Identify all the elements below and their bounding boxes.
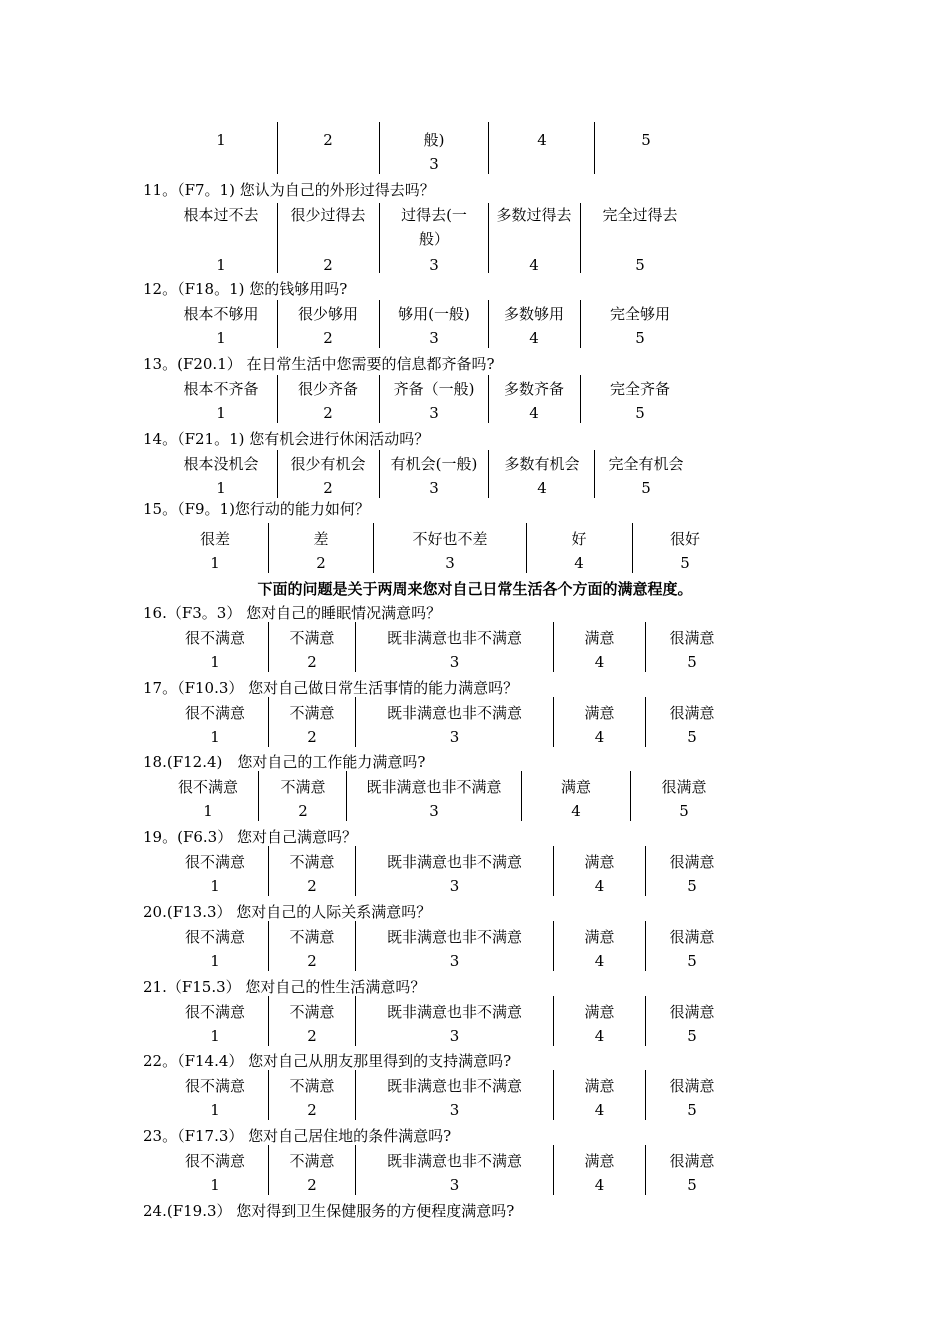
scale-option-5: 很好 5 — [669, 530, 700, 572]
scale-option-4: 满意 4 — [584, 928, 615, 970]
answer-scale-q20 — [0, 925, 950, 975]
column-divider — [488, 450, 489, 498]
question-18: 18.(F12.4) 您对自己的工作能力满意吗? — [143, 753, 426, 771]
scale-option-2: 不满意 2 — [289, 1003, 335, 1045]
column-divider — [645, 1145, 646, 1195]
question-16: 16.（F3。3） 您对自己的睡眠情况满意吗？ — [143, 604, 442, 622]
scale-option-1: 很差 1 — [199, 530, 230, 572]
scale-number-4: 4 — [529, 256, 539, 274]
answer-scale-q12 — [0, 302, 950, 352]
scale-option-5: 完全齐备 5 — [609, 380, 670, 422]
answer-scale-q19 — [0, 850, 950, 900]
scale-option-4: 满意 4 — [584, 704, 615, 746]
scale-number-2: 2 — [323, 256, 333, 274]
answer-scale-q23 — [0, 1149, 950, 1199]
question-22: 22。（F14.4） 您对自己从朋友那里得到的支持满意吗? — [143, 1052, 512, 1070]
column-divider — [488, 203, 489, 273]
scale-option-4: 4 — [537, 131, 547, 149]
column-divider — [488, 375, 489, 423]
scale-number-3: 3 — [429, 256, 439, 274]
scale-option-2: 不满意 2 — [289, 853, 335, 895]
scale-option-1: 1 — [216, 131, 226, 149]
scale-option-4: 多数够用 4 — [503, 305, 564, 347]
question-12: 12。（F18。1) 您的钱够用吗? — [143, 280, 348, 298]
scale-option-3: 有机会(一般) 3 — [390, 455, 478, 497]
column-divider — [580, 203, 581, 273]
column-divider — [521, 771, 522, 821]
scale-option-2: 2 — [323, 131, 333, 149]
column-divider — [268, 622, 269, 672]
scale-option-2: 不满意 2 — [289, 1077, 335, 1119]
scale-option-1: 很不满意 1 — [184, 1152, 245, 1194]
scale-option-2: 不满意 2 — [280, 778, 326, 820]
scale-option-4: 满意 4 — [584, 629, 615, 671]
scale-option-5: 很满意 5 — [661, 778, 707, 820]
column-divider — [580, 375, 581, 423]
scale-option-5: 很满意 5 — [669, 704, 715, 746]
column-divider — [346, 771, 347, 821]
column-divider — [580, 300, 581, 348]
question-11: 11。（F7。1) 您认为自己的外形过得去吗？ — [143, 181, 435, 199]
scale-option-5: 很满意 5 — [669, 629, 715, 671]
scale-option-2: 不满意 2 — [289, 704, 335, 746]
scale-number-5: 5 — [635, 256, 645, 274]
answer-scale-q17 — [0, 701, 950, 751]
answer-scale-q21 — [0, 1000, 950, 1050]
column-divider — [379, 122, 380, 174]
scale-option-5: 很满意 5 — [669, 1152, 715, 1194]
scale-number-1: 1 — [216, 256, 226, 274]
column-divider — [553, 1070, 554, 1120]
question-14: 14。（F21。1) 您有机会进行休闲活动吗？ — [143, 430, 430, 448]
scale-option-4: 满意 4 — [584, 853, 615, 895]
column-divider — [277, 450, 278, 498]
scale-option-3: 既非满意也非不满意 3 — [386, 1003, 522, 1045]
column-divider — [355, 996, 356, 1046]
column-divider — [553, 1145, 554, 1195]
column-divider — [268, 996, 269, 1046]
scale-option-5: 5 — [641, 131, 651, 149]
column-divider — [553, 921, 554, 971]
column-divider — [553, 846, 554, 896]
column-divider — [355, 921, 356, 971]
column-divider — [488, 122, 489, 174]
column-divider — [645, 921, 646, 971]
scale-option-3: 既非满意也非不满意 3 — [386, 1077, 522, 1119]
scale-option-2: 不满意 2 — [289, 629, 335, 671]
column-divider — [268, 697, 269, 747]
scale-option-5: 完全有机会 5 — [608, 455, 684, 497]
scale-option-1: 根本不够用 1 — [183, 305, 259, 347]
scale-option-5: 很满意 5 — [669, 1077, 715, 1119]
scale-option-1: 很不满意 1 — [184, 1003, 245, 1045]
column-divider — [553, 622, 554, 672]
column-divider — [594, 450, 595, 498]
question-17: 17。（F10.3） 您对自己做日常生活事情的能力满意吗？ — [143, 679, 519, 697]
column-divider — [379, 300, 380, 348]
scale-option-1: 很不满意 1 — [184, 853, 245, 895]
answer-scale-q10-fragment — [0, 128, 950, 178]
scale-option-1: 很不满意 1 — [184, 629, 245, 671]
column-divider — [645, 1070, 646, 1120]
scale-option-1: 根本不齐备 1 — [183, 380, 259, 422]
column-divider — [355, 846, 356, 896]
scale-option-2: 很少齐备 2 — [297, 380, 358, 422]
column-divider — [258, 771, 259, 821]
column-divider — [526, 523, 527, 573]
question-23: 23。（F17.3） 您对自己居住地的条件满意吗? — [143, 1127, 452, 1145]
answer-scale-q16 — [0, 626, 950, 676]
column-divider — [268, 1070, 269, 1120]
scale-option-4: 好 4 — [571, 530, 587, 572]
column-divider — [277, 122, 278, 174]
column-divider — [268, 523, 269, 573]
question-20: 20.(F13.3） 您对自己的人际关系满意吗？ — [143, 903, 432, 921]
scale-option-2: 很少过得去 — [290, 206, 366, 224]
column-divider — [645, 996, 646, 1046]
scale-option-1: 根本过不去 — [183, 206, 259, 224]
question-13: 13。(F20.1） 在日常生活中您需要的信息都齐备吗? — [143, 355, 495, 373]
answer-scale-q11 — [0, 203, 950, 275]
question-24: 24.(F19.3） 您对得到卫生保健服务的方便程度满意吗? — [143, 1202, 515, 1220]
scale-option-3: 过得去(一般） — [401, 206, 467, 248]
answer-scale-q13 — [0, 377, 950, 427]
question-21: 21.（F15.3） 您对自己的性生活满意吗？ — [143, 978, 426, 996]
scale-option-4: 满意 4 — [584, 1152, 615, 1194]
column-divider — [268, 1145, 269, 1195]
scale-option-4: 多数齐备 4 — [503, 380, 564, 422]
scale-option-5: 完全够用 5 — [609, 305, 670, 347]
scale-option-1: 很不满意 1 — [184, 704, 245, 746]
column-divider — [355, 697, 356, 747]
answer-scale-q14 — [0, 452, 950, 502]
column-divider — [379, 450, 380, 498]
scale-option-2: 不满意 2 — [289, 1152, 335, 1194]
scale-option-3: 既非满意也非不满意 3 — [366, 778, 502, 820]
scale-option-4: 满意 4 — [560, 778, 591, 820]
column-divider — [277, 203, 278, 273]
scale-option-5: 完全过得去 — [602, 206, 678, 224]
scale-option-3: 够用(一般) 3 — [398, 305, 470, 347]
column-divider — [268, 921, 269, 971]
scale-option-3: 既非满意也非不满意 3 — [386, 1152, 522, 1194]
scale-option-3: 般) 3 — [423, 131, 445, 173]
column-divider — [488, 300, 489, 348]
scale-option-5: 很满意 5 — [669, 853, 715, 895]
column-divider — [268, 846, 269, 896]
column-divider — [645, 622, 646, 672]
answer-scale-q22 — [0, 1074, 950, 1124]
column-divider — [379, 203, 380, 273]
scale-option-2: 差 2 — [313, 530, 329, 572]
scale-option-3: 不好也不差 3 — [412, 530, 488, 572]
scale-option-5: 很满意 5 — [669, 1003, 715, 1045]
scale-option-3: 既非满意也非不满意 3 — [386, 928, 522, 970]
column-divider — [594, 122, 595, 174]
column-divider — [645, 846, 646, 896]
scale-option-5: 很满意 5 — [669, 928, 715, 970]
question-15: 15。（F9。1)您行动的能力如何？ — [143, 500, 370, 518]
column-divider — [355, 1145, 356, 1195]
column-divider — [355, 1070, 356, 1120]
scale-option-4: 多数有机会 4 — [504, 455, 580, 497]
column-divider — [553, 697, 554, 747]
column-divider — [373, 523, 374, 573]
scale-option-1: 根本没机会 1 — [183, 455, 259, 497]
column-divider — [277, 300, 278, 348]
scale-option-4: 满意 4 — [584, 1003, 615, 1045]
scale-option-3: 齐备（一般) 3 — [393, 380, 475, 422]
column-divider — [355, 622, 356, 672]
scale-option-2: 很少有机会 2 — [290, 455, 366, 497]
scale-option-4: 满意 4 — [584, 1077, 615, 1119]
answer-scale-q18 — [0, 775, 950, 825]
scale-option-4: 多数过得去 — [496, 206, 572, 224]
column-divider — [645, 697, 646, 747]
scale-option-2: 不满意 2 — [289, 928, 335, 970]
question-19: 19。(F6.3） 您对自己满意吗？ — [143, 828, 357, 846]
scale-option-1: 很不满意 1 — [184, 1077, 245, 1119]
column-divider — [632, 523, 633, 573]
answer-scale-q15 — [0, 527, 950, 577]
scale-option-3: 既非满意也非不满意 3 — [386, 629, 522, 671]
column-divider — [553, 996, 554, 1046]
scale-option-2: 很少够用 2 — [297, 305, 358, 347]
column-divider — [379, 375, 380, 423]
column-divider — [277, 375, 278, 423]
scale-option-3: 既非满意也非不满意 3 — [386, 704, 522, 746]
scale-option-1: 很不满意 1 — [177, 778, 238, 820]
scale-option-3: 既非满意也非不满意 3 — [386, 853, 522, 895]
section-heading: 下面的问题是关于两周来您对自己日常生活各个方面的满意程度。 — [257, 580, 693, 598]
column-divider — [630, 771, 631, 821]
scale-option-1: 很不满意 1 — [184, 928, 245, 970]
